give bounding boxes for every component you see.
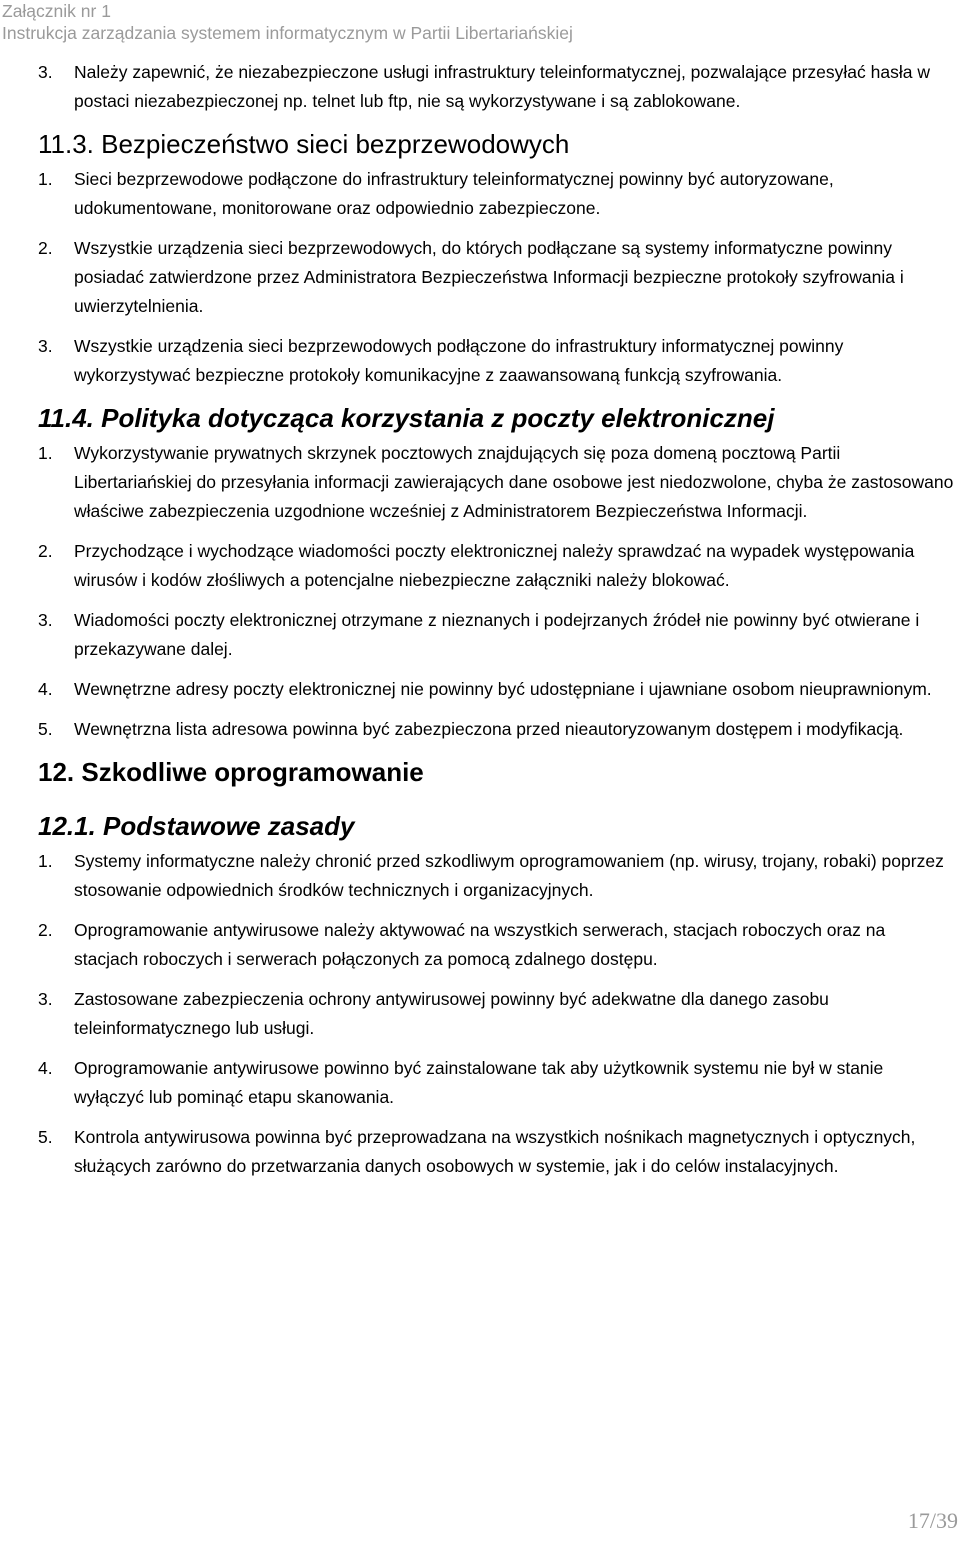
- list-item: [38, 675, 954, 704]
- list-item-text: Oprogramowanie antywirusowe powinno być zainstalowane tak aby użytkownik systemu nie był w stanie wyłączyć lub pominąć etapu skanowania.: [74, 1058, 884, 1107]
- list-item: [38, 606, 954, 664]
- list-item-text: Sieci bezprzewodowe podłączone do infrastruktury teleinformatycznej powinny być autoryzowane, udokumentowane, monitorowane oraz odpowiednio zabezpieczone.: [74, 169, 834, 218]
- list-item-number: 2.: [38, 920, 53, 940]
- list-continuation: [38, 58, 954, 116]
- list-item-text: Przychodzące i wychodzące wiadomości poczty elektronicznej należy sprawdzać na wypadek występowania wirusów i kodów złośliwych a potencjalne niebezpieczne załączniki należy blokować.: [74, 541, 915, 590]
- list-item-text: Wszystkie urządzenia sieci bezprzewodowych, do których podłączane są systemy informatyczne powinny posiadać zatwierdzone przez Administratora Bezpieczeństwa Informacji bezpieczne protokoły szyfrowania i uwierzytelnienia.: [74, 238, 904, 316]
- list-item: [38, 58, 954, 116]
- document-body: [38, 58, 954, 1192]
- list-item-text: Wewnętrzna lista adresowa powinna być zabezpieczona przed nieautoryzowanym dostępem i modyfikacją.: [74, 719, 904, 739]
- list-item: [38, 1054, 954, 1112]
- list-item-number: 1.: [38, 851, 53, 871]
- list-item: [38, 1123, 954, 1181]
- header-document-title: Instrukcja zarządzania systemem informatycznym w Partii Libertariańskiej: [2, 23, 573, 43]
- list-12-1: [38, 847, 954, 1181]
- list-item-number: 3.: [38, 336, 53, 356]
- list-item-number: 4.: [38, 679, 53, 699]
- list-item-text: Wiadomości poczty elektronicznej otrzymane z nieznanych i podejrzanych źródeł nie powinny być otwierane i przekazywane dalej.: [74, 610, 920, 659]
- list-item-number: 1.: [38, 169, 53, 189]
- list-item: [38, 234, 954, 321]
- list-item: [38, 847, 954, 905]
- list-item-number: 5.: [38, 719, 53, 739]
- list-item-number: 2.: [38, 238, 53, 258]
- list-item-text: Kontrola antywirusowa powinna być przeprowadzana na wszystkich nośnikach magnetycznych i optycznych, służących zarówno do przetwarzania danych osobowych w systemie, jak i do celów instalacyjnych.: [74, 1127, 916, 1176]
- list-item-number: 2.: [38, 541, 53, 561]
- list-item-number: 3.: [38, 610, 53, 630]
- list-item-text: Zastosowane zabezpieczenia ochrony antywirusowej powinny być adekwatne dla danego zasobu teleinformatycznego lub usługi.: [74, 989, 829, 1038]
- list-item-number: 1.: [38, 443, 53, 463]
- list-item: [38, 165, 954, 223]
- list-item: [38, 985, 954, 1043]
- list-11-3: [38, 165, 954, 390]
- list-item-number: 3.: [38, 62, 53, 82]
- list-item: [38, 715, 954, 744]
- chapter-heading-12: 12. Szkodliwe oprogramowanie: [38, 757, 424, 787]
- list-item-number: 5.: [38, 1127, 53, 1147]
- list-item-number: 4.: [38, 1058, 53, 1078]
- running-header: [2, 0, 952, 44]
- page-number: 17/39: [907, 1508, 958, 1533]
- section-heading-11-3: 11.3. Bezpieczeństwo sieci bezprzewodowych: [38, 129, 570, 159]
- header-attachment-label: Załącznik nr 1: [2, 1, 111, 21]
- list-item-text: Należy zapewnić, że niezabezpieczone usługi infrastruktury teleinformatycznej, pozwalające przesyłać hasła w postaci niezabezpieczonej np. telnet lub ftp, nie są wykorzystywane i są zablokowane.: [74, 62, 930, 111]
- list-item: [38, 439, 954, 526]
- section-heading-12-1: 12.1. Podstawowe zasady: [38, 811, 355, 841]
- list-item-text: Wewnętrzne adresy poczty elektronicznej nie powinny być udostępniane i ujawniane osobom nieuprawnionym.: [74, 679, 932, 699]
- list-item: [38, 537, 954, 595]
- list-item: [38, 916, 954, 974]
- list-item-text: Wykorzystywanie prywatnych skrzynek pocztowych znajdujących się poza domeną pocztową Partii Libertariańskiej do przesyłania informacji zawierających dane osobowe jest niedozwolone, chyba że zastosowano właściwe zabezpieczenia uzgodnione wcześniej z Administratorem Bezpieczeństwa Informacji.: [74, 443, 954, 521]
- list-11-4: [38, 439, 954, 744]
- list-item-text: Wszystkie urządzenia sieci bezprzewodowych podłączone do infrastruktury informatycznej powinny wykorzystywać bezpieczne protokoły komunikacyjne z zaawansowaną funkcją szyfrowania.: [74, 336, 844, 385]
- list-item: [38, 332, 954, 390]
- list-item-text: Systemy informatyczne należy chronić przed szkodliwym oprogramowaniem (np. wirusy, trojany, robaki) poprzez stosowanie odpowiednich środków technicznych i organizacyjnych.: [74, 851, 944, 900]
- list-item-number: 3.: [38, 989, 53, 1009]
- list-item-text: Oprogramowanie antywirusowe należy aktywować na wszystkich serwerach, stacjach roboczych oraz na stacjach roboczych i serwerach połączonych za pomocą zdalnego dostępu.: [74, 920, 886, 969]
- section-heading-11-4: 11.4. Polityka dotycząca korzystania z poczty elektronicznej: [38, 403, 775, 433]
